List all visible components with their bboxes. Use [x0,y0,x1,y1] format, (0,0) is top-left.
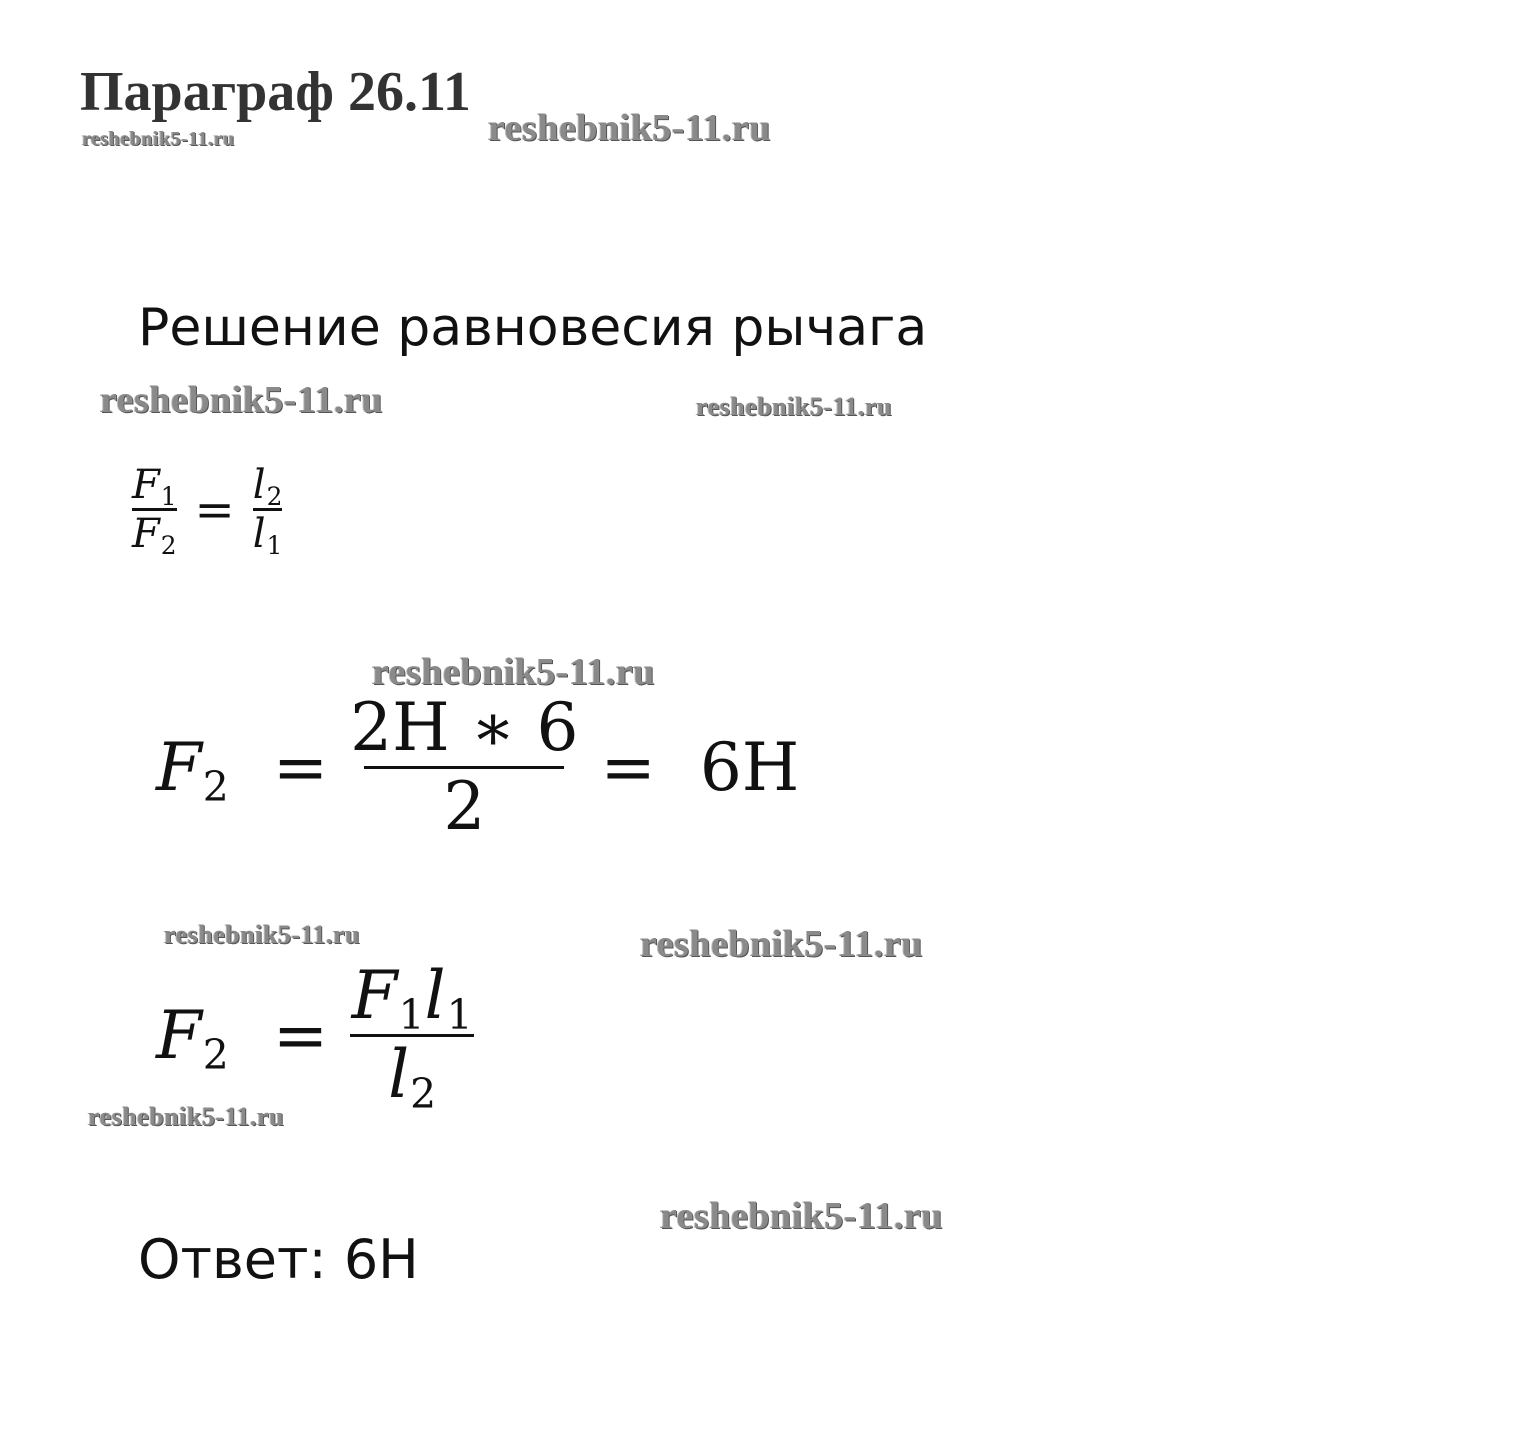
numeric-calculation [134,690,821,845]
subscript: 1 [446,991,473,1040]
formula-for-f2 [134,957,474,1119]
subscript: 1 [160,481,177,511]
symbol-l: l [388,1035,410,1113]
symbol-f: F [351,957,398,1034]
subscript: 2 [202,763,229,812]
watermark: reshebnik5-11.ru [488,107,771,149]
watermark: reshebnik5-11.ru [660,1195,943,1237]
force-ratio [132,462,177,560]
symbol-f: F [132,511,160,557]
lever-balance-equation [132,462,283,560]
answer-text: Ответ: 6Н [138,1228,419,1291]
arm-ratio [252,462,283,560]
subscript: 2 [410,1070,437,1119]
symbol-f: F [156,728,202,806]
watermark: reshebnik5-11.ru [100,379,383,421]
watermark: reshebnik5-11.ru [88,1102,285,1131]
equals-sign: = [194,481,235,538]
watermark: reshebnik5-11.ru [696,392,893,421]
subscript: 1 [266,530,283,560]
fraction-numerator: 2Н ∗ 6 [350,689,579,766]
subscript: 1 [398,991,425,1040]
symbol-l: l [252,462,266,508]
solution-heading: Решение равновесия рычага [138,298,928,358]
symbol-l: l [424,957,446,1034]
fraction-denominator: 2 [443,767,486,845]
watermark: reshebnik5-11.ru [640,923,923,965]
symbol-f: F [132,462,160,508]
watermark: reshebnik5-11.ru [82,128,235,150]
calculation-fraction [350,690,578,845]
equals-sign: = [272,996,329,1074]
subscript: 2 [160,530,177,560]
symbol-l: l [252,511,266,557]
formula-fraction [350,957,474,1119]
subscript: 2 [266,481,283,511]
equals-sign: = [272,728,329,806]
page-title: Параграф 26.11 [80,61,471,123]
watermark: reshebnik5-11.ru [164,920,361,949]
subscript: 2 [202,1031,229,1080]
equals-sign: = [600,728,656,806]
symbol-f: F [156,996,202,1074]
watermark: reshebnik5-11.ru [372,651,655,693]
calculation-result: 6Н [699,728,800,806]
